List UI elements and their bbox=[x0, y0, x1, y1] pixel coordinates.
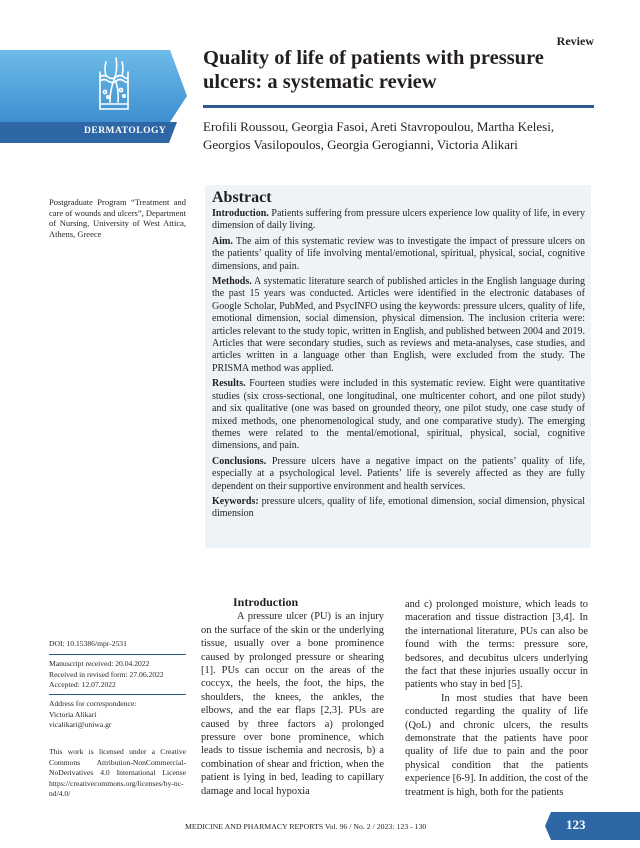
license-notice: This work is licensed under a Creative Commons Attribution-NonCommercial-NoDerivatives 4.0 International License https://creativecommons.org/licenses/by-nc-nd/4.0/ bbox=[49, 747, 186, 798]
abstract-aim bbox=[212, 236, 585, 273]
author-list: Erofili Roussou, Georgia Fasoi, Areti Stavropoulou, Martha Kelesi, Georgios Vasilopoulos, Georgia Gerogianni, Victoria Alikari bbox=[203, 119, 555, 152]
page-number: 123 bbox=[566, 817, 586, 832]
abstract-keywords bbox=[212, 496, 585, 521]
section-text: Fourteen studies were included in this systematic review. Eight were quantitative studies (six cross-sectional, one longitudinal, one multicenter cohort, and one pilot study) and six qualitative (one was based on grounded theory, one pilot study, one case study of mixed methods, one phenomenological study, and one comparative study). The emerging themes were related to the mental/emotional, spiritual, physical, social, cognitive dimensions, and pain. bbox=[212, 378, 585, 452]
section-label: Results. bbox=[212, 378, 246, 390]
body-paragraph: and c) prolonged moisture, which leads to maceration and tissue distraction [3,4]. In the international literature, PUs can also be found with the terms: pressure sore, bedsores, and decubitus ulcers underlying the fact that these injuries usually occur in patients who stay in bed [5]. bbox=[405, 599, 588, 691]
accepted-date: Accepted: 12.07.2022 bbox=[49, 680, 116, 689]
article-title: Quality of life of patients with pressure ulcers: a systematic review bbox=[203, 47, 544, 93]
body-paragraph: In most studies that have been conducted regarding the quality of life (QoL) and chronic ulcers, the results demonstrate that the patients have poor quality of life due to pain and the poor physical condition that the patients experience [6-9]. In addition, the cost of the treatment is high, both for the patients bbox=[405, 692, 588, 798]
section-label: Keywords: bbox=[212, 495, 259, 507]
abstract-box bbox=[205, 185, 591, 548]
body-column-1 bbox=[201, 596, 384, 798]
revised-date: Received in revised form: 27.06.2022 bbox=[49, 669, 164, 679]
section-label: Conclusions. bbox=[212, 455, 267, 467]
section-label: Methods. bbox=[212, 276, 252, 288]
section-text: Patients suffering from pressure ulcers experience low quality of life, in every dimension of daily living. bbox=[212, 208, 585, 232]
section-text: Pressure ulcers have a negative impact on the patients’ quality of life, especially at a psychological level. Patients’ life is severely affected as they are fully dependent on their supportive environment and health services. bbox=[212, 455, 585, 492]
section-text: pressure ulcers, quality of life, emotional dimension, social dimension, physical dimension bbox=[212, 495, 585, 520]
correspondence-label: Address for correspondence: bbox=[49, 699, 137, 708]
page-number-tab bbox=[545, 812, 640, 840]
section-text: The aim of this systematic review was to investigate the impact of pressure ulcers on the patients’ quality of life involving mental/emotional, spiritual, physical, social, cognitive dimensions, and pain. bbox=[212, 235, 585, 272]
body-column-2 bbox=[405, 598, 588, 799]
section-heading-introduction: Introduction bbox=[233, 595, 299, 609]
received-date: Manuscript received: 20.04.2022 bbox=[49, 659, 150, 668]
manuscript-dates bbox=[49, 659, 186, 691]
abstract-introduction bbox=[212, 208, 585, 233]
body-paragraph: A pressure ulcer (PU) is an injury on the surface of the skin or the underlying tissue, usually over a bone prominence caused by prolonged pressure or shearing [1]. PUs can occur on the areas of the coccyx, the heels, the foot, the hips, the shoulders, the knees, the ankles, the elbows, and the ear flaps [2,3]. PUs are caused by three factors a) prolonged pressure over bone prominence, which leads to tissue ischemia and necrosis, b) a combination of shear and friction, when the patient is lying in bed, leading to capillary damage and local hypoxia bbox=[201, 611, 384, 797]
journal-footer: MEDICINE AND PHARMACY REPORTS Vol. 96 / No. 2 / 2023: 123 - 130 bbox=[185, 822, 427, 831]
meta-divider bbox=[49, 694, 186, 695]
section-label: Introduction. bbox=[212, 208, 269, 219]
article-type-label: Review bbox=[556, 34, 594, 48]
meta-divider bbox=[49, 654, 186, 655]
section-label: Aim. bbox=[212, 235, 233, 247]
section-text: A systematic literature search of published articles in the English language during the past 15 years was conducted. Articles were identified in the electronic databases of Google Scholar, PubMed, and PsycINFO using the keywords: pressure ulcers, quality of life, emotional dimension, social dimension, physical dimension. The inclusion criteria were: articles relevant to the study topic, written in English, and published between 2004 and 2019. Articles that were secondary studies, such as reviews and meta-analyses, case studies, and articles written in a language other than English, were excluded from the study. The PRISMA method was applied. bbox=[212, 276, 585, 374]
correspondence-name: Victoria Alikari bbox=[49, 709, 97, 719]
abstract-heading: Abstract bbox=[212, 189, 272, 206]
abstract-conclusions bbox=[212, 456, 585, 493]
title-divider bbox=[203, 105, 594, 108]
affiliation: Postgraduate Program “Treatment and care of wounds and ulcers”, Department of Nursing, University of West Attica, Athens, Greece bbox=[49, 197, 186, 239]
correspondence bbox=[49, 699, 186, 731]
abstract-results bbox=[212, 378, 585, 452]
correspondence-email[interactable]: vicalikari@uniwa.gr bbox=[49, 720, 112, 729]
section-label: DERMATOLOGY bbox=[84, 126, 167, 136]
abstract-methods bbox=[212, 276, 585, 375]
doi[interactable]: DOI: 10.15386/mpr-2531 bbox=[49, 639, 127, 648]
